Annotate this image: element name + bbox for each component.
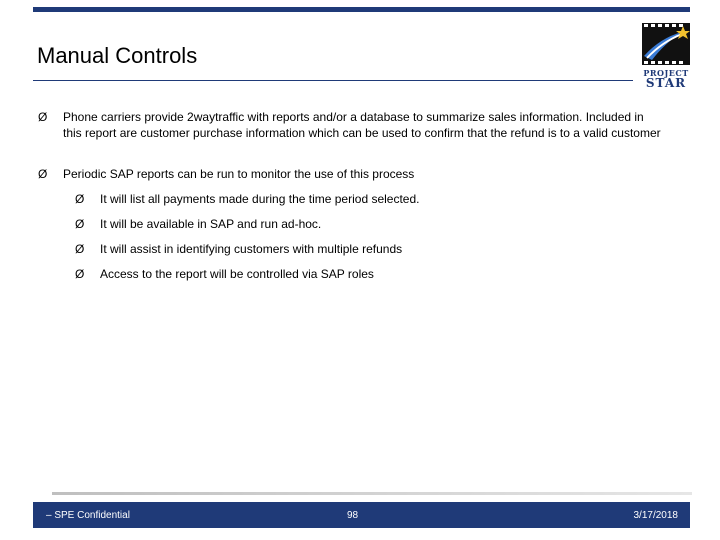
footer-confidential: – SPE Confidential <box>46 510 130 521</box>
film-star-icon <box>638 20 694 68</box>
footer-bar <box>33 502 690 528</box>
bullet-arrow-icon: Ø <box>38 167 48 181</box>
footer-date: 3/17/2018 <box>633 510 678 521</box>
footer-divider <box>52 492 692 495</box>
top-accent-bar <box>33 7 690 12</box>
logo-text-star: STAR <box>645 76 687 90</box>
logo-text-project: PROJECT <box>643 68 689 78</box>
sub-bullet-payments: It will list all payments made during the time period selected. <box>100 192 420 206</box>
slide-title: Manual Controls <box>37 43 198 68</box>
sub-bullet-arrow-icon: Ø <box>75 217 85 231</box>
sub-bullet-access-roles: Access to the report will be controlled via SAP roles <box>100 267 374 281</box>
sub-bullet-arrow-icon: Ø <box>75 242 85 256</box>
project-star-logo <box>638 20 694 90</box>
sub-bullet-arrow-icon: Ø <box>75 192 85 206</box>
title-divider <box>33 80 633 81</box>
footer-page-number: 98 <box>347 510 359 521</box>
bullet-phone-carriers: Phone carriers provide 2waytraffic with reports and/or a database to summarize sales information. Included in this report are customer purchase information which can be used to confirm that the refund is to a valid customer <box>63 110 661 140</box>
sub-bullet-sap-adhoc: It will be available in SAP and run ad-hoc. <box>100 217 322 231</box>
sub-bullet-multiple-refunds: It will assist in identifying customers with multiple refunds <box>100 242 403 256</box>
bullet-periodic-reports: Periodic SAP reports can be run to monitor the use of this process <box>63 167 415 181</box>
sub-bullet-arrow-icon: Ø <box>75 267 85 281</box>
bullet-arrow-icon: Ø <box>38 110 48 124</box>
